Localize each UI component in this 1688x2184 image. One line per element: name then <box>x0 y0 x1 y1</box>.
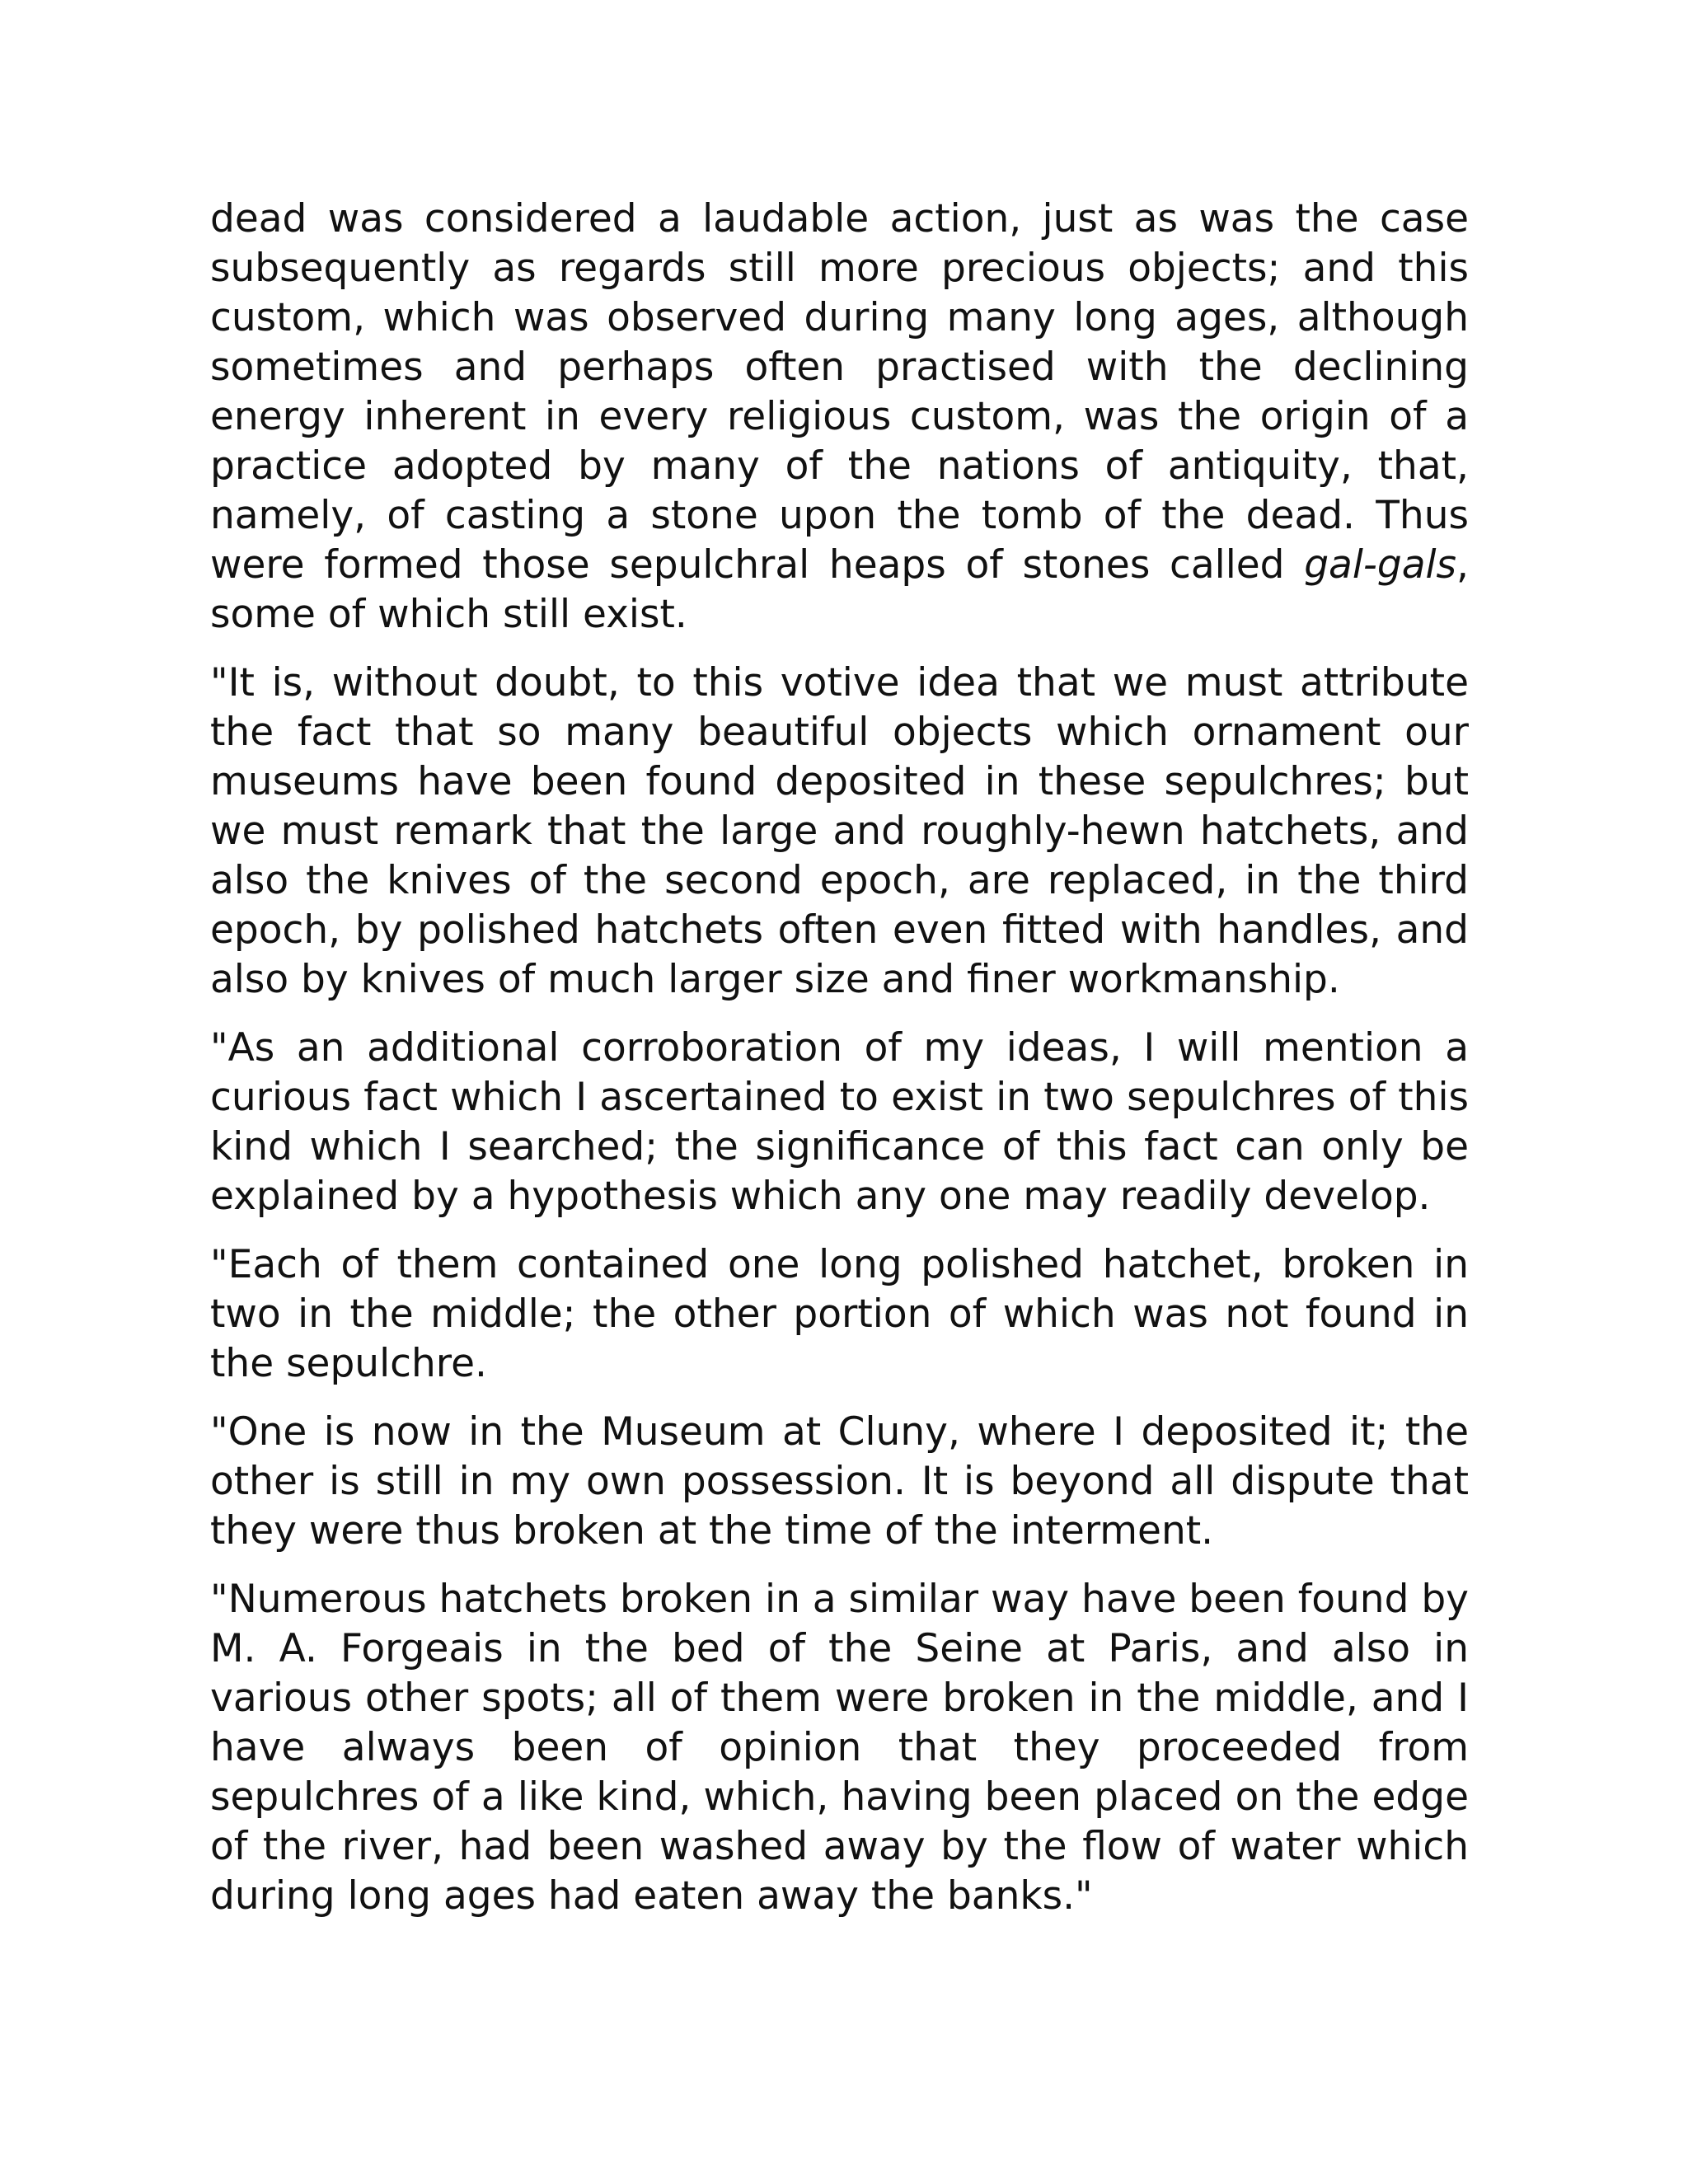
paragraph-corroboration: "As an additional corroboration of my ideas, I will mention a curious fact which I ascertained to exist in two sepulchres of this kind which I searched; the significance of this fact can only be explained by a hypothesis which any one may readily develop. <box>210 1025 1469 1219</box>
italic-term-gal-gals: gal-gals <box>1304 542 1457 588</box>
paragraph-museum-cluny: "One is now in the Museum at Cluny, where I deposited it; the other is still in my own possession. It is beyond all dispute that they were thus broken at the time of the interment. <box>210 1409 1469 1554</box>
paragraph-numerous-hatchets: "Numerous hatchets broken in a similar way have been found by M. A. Forgeais in the bed of the Seine at Paris, and also in various other spots; all of them were broken in the middle, and I have always been of opinion that they proceeded from sepulchres of a like kind, which, having been placed on the edge of the river, had been washed away by the flow of water which during long ages had eaten away the banks." <box>210 1577 1469 1919</box>
page-body <box>210 194 1469 1940</box>
paragraph-votive-idea: "It is, without doubt, to this votive idea that we must attribute the fact that so many beautiful objects which ornament our museums have been found deposited in these sepulchres; but we must remark that the large and roughly-hewn hatchets, and also the knives of the second epoch, are replaced, in the third epoch, by polished hatchets often even fitted with handles, and also by knives of much larger size and finer workmanship. <box>210 660 1469 1002</box>
paragraph-1-text-after: , some of which still exist. <box>210 542 1469 637</box>
paragraph-broken-hatchet: "Each of them contained one long polished hatchet, broken in two in the middle; the other portion of which was not found in the sepulchre. <box>210 1242 1469 1386</box>
paragraph-gal-gals <box>210 194 1469 640</box>
paragraph-1-text-before: dead was considered a laudable action, just as was the case subsequently as regards still more precious objects; and this custom, which was observed during many long ages, although sometimes and perhaps often practised with the declining energy inherent in every religious custom, was the origin of a practice adopted by many of the nations of antiquity, that, namely, of casting a stone upon the tomb of the dead. Thus were formed those sepulchral heaps of stones called <box>210 196 1469 588</box>
